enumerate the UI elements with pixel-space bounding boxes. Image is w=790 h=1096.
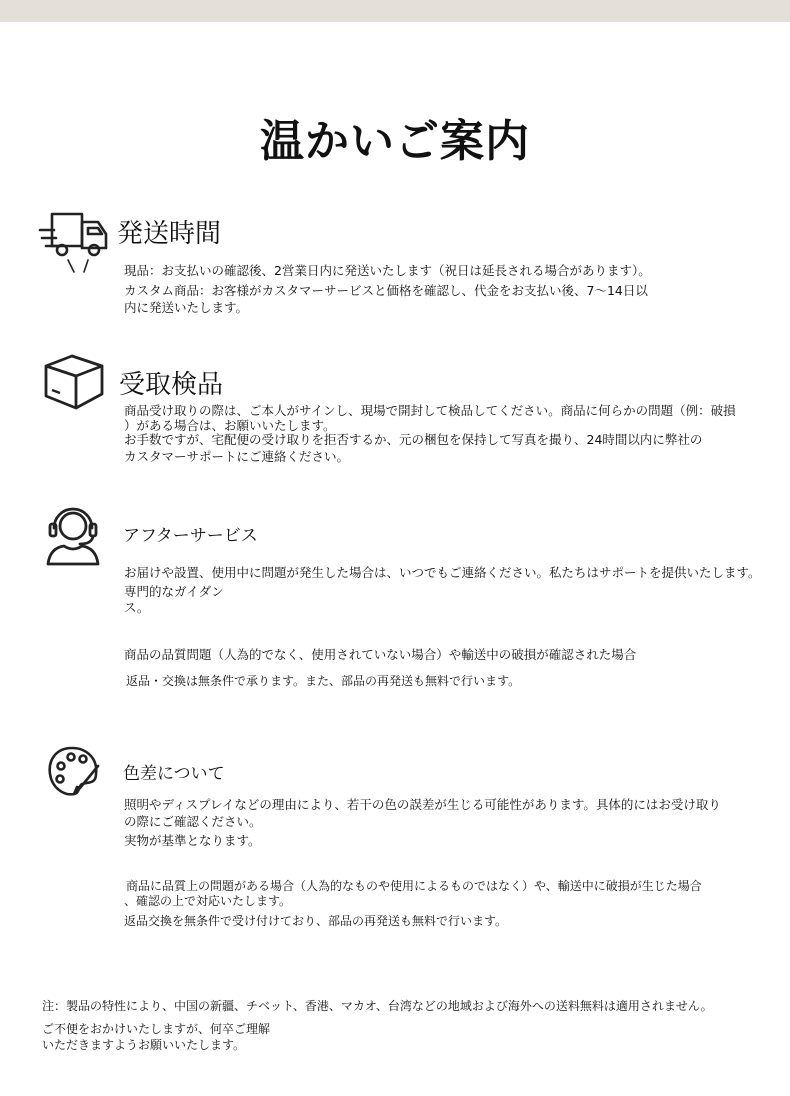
inspection-line: カスタマーサポートにご連絡ください。: [124, 449, 350, 464]
color-line: 商品に品質上の問題がある場合（人為的なものや使用によるものではなく）や、輸送中に破損が生じた場合: [126, 879, 702, 893]
after-service-line: お届けや設置、使用中に問題が発生した場合は、いつでもご連絡ください。私たちはサポートを提供いたします。: [124, 565, 761, 580]
shipping-line: 現品：お支払いの確認後、2営業日内に発送いたします（祝日は延長される場合があります）。: [124, 263, 651, 278]
shipping-line: カスタム商品：お客様がカスタマーサービスと価格を確認し、代金をお支払い後、7〜14日以: [124, 283, 648, 298]
shipping-line: 内に発送いたします。: [124, 300, 249, 315]
footer-closing-line: ご不便をおかけいたしますが、何卒ご理解: [42, 1022, 271, 1036]
footer-closing-line: いただきますようお願いいたします。: [42, 1038, 246, 1052]
paint-palette-icon: [46, 744, 102, 802]
delivery-truck-icon: [38, 208, 110, 278]
inspection-line: 商品受け取りの際は、ご本人がサインし、現場で開封して検品してください。商品に何らかの問題（例：破損: [124, 403, 736, 418]
color-line: 返品交換を無条件で受け付けており、部品の再発送も無料で行います。: [124, 914, 508, 928]
after-service-line: 返品・交換は無条件で承ります。また、部品の再発送も無料で行います。: [126, 674, 521, 688]
shipping-heading: 発送時間: [117, 219, 222, 249]
inspection-line: ）がある場合は、お願いいたします。: [124, 418, 336, 433]
headset-support-icon: [42, 504, 104, 568]
inspection-line: お手数ですが、宅配便の受け取りを拒否するか、元の梱包を保持して写真を撮り、24時間以内に弊社の: [124, 432, 703, 447]
inspection-heading: 受取検品: [119, 370, 224, 400]
after-service-line: 専門的なガイダン: [124, 584, 224, 599]
after-service-heading: アフターサービス: [123, 526, 258, 546]
after-service-line: 商品の品質問題（人為的でなく、使用されていない場合）や輸送中の破損が確認された場合: [124, 647, 637, 662]
package-box-icon: [42, 352, 106, 412]
color-line: 照明やディスプレイなどの理由により、若干の色の誤差が生じる可能性があります。具体的にはお受け取り: [124, 797, 721, 812]
top-band: [0, 0, 790, 22]
page-title: 温かいご案内: [260, 116, 530, 167]
color-line: の際にご確認ください。: [124, 814, 262, 829]
color-line: 実物が基準となります。: [124, 833, 261, 848]
color-line: 、確認の上で対応いたします。: [124, 894, 292, 908]
color-heading: 色差について: [123, 764, 225, 784]
after-service-line: ス。: [124, 600, 150, 615]
footer-note: 注：製品の特性により、中国の新疆、チベット、香港、マカオ、台湾などの地域および海外への送料無料は適用されません。: [42, 999, 713, 1013]
